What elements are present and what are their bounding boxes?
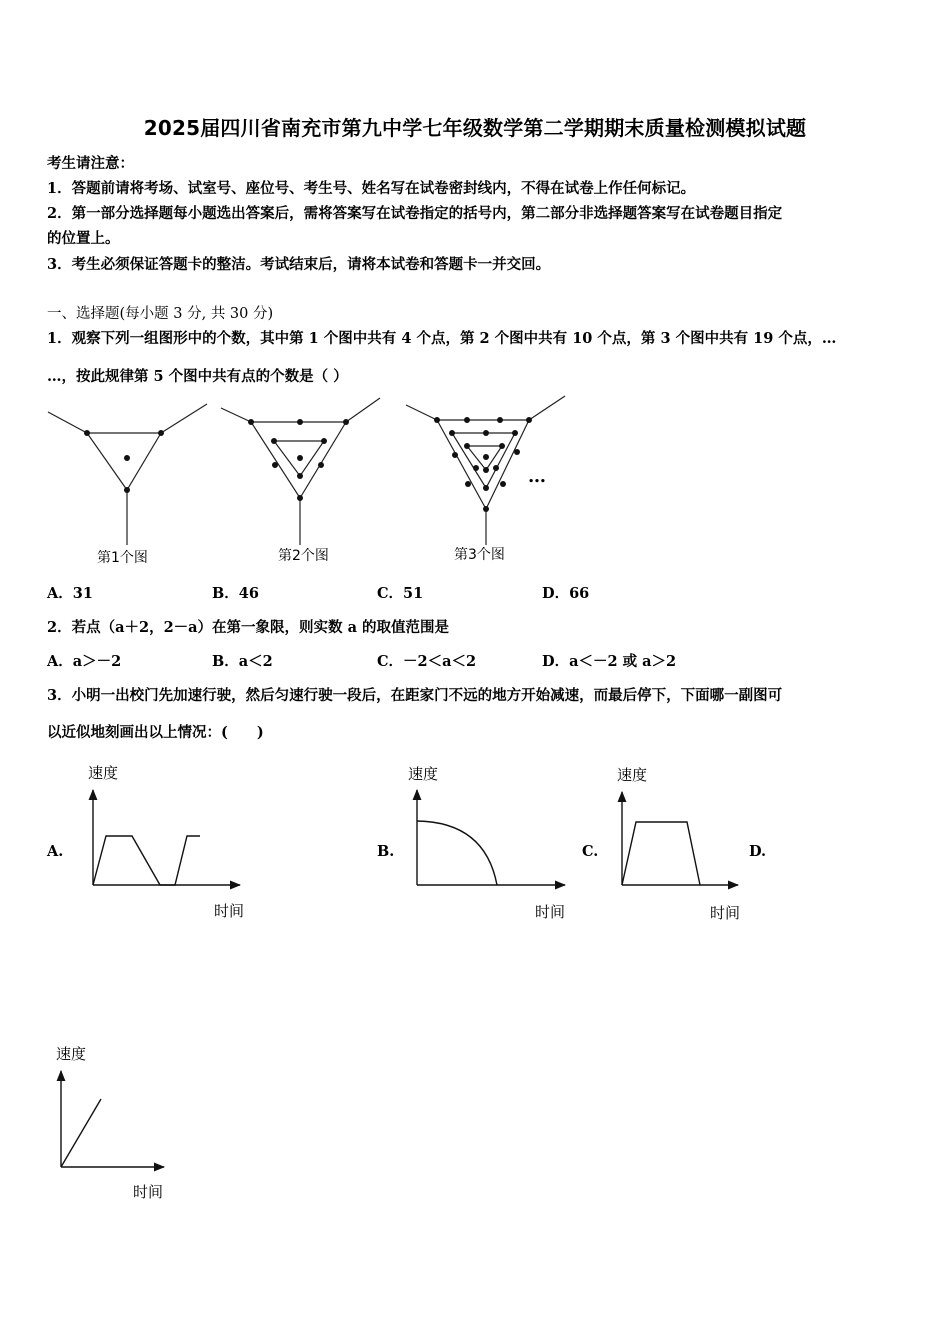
q3-option-b[interactable]: B.: [377, 843, 395, 860]
graph-d-curve: [61, 1099, 101, 1167]
q1-option-a[interactable]: A．31: [47, 585, 93, 602]
fig1-caption: 第1个图: [97, 550, 148, 566]
q1-option-d[interactable]: D．66: [542, 585, 590, 602]
q3-line2: 以近似地刻画出以上情况：( ): [47, 724, 264, 741]
graph-c-y-label: 速度: [617, 766, 648, 784]
fig-ellipsis: …: [528, 466, 546, 487]
page-title: 2025届四川省南充市第九中学七年级数学第二学期期末质量检测模拟试题: [143, 116, 807, 140]
graph-b-y-label: 速度: [408, 765, 439, 783]
notice-item-2-cont: 的位置上。: [47, 230, 120, 247]
graph-d-x-label: 时间: [133, 1183, 164, 1201]
graph-b-x-label: 时间: [535, 903, 566, 921]
graph-a-x-label: 时间: [214, 902, 245, 920]
q2-option-b[interactable]: B．a＜2: [212, 653, 273, 670]
section-heading: 一、选择题(每小题 3 分, 共 30 分): [47, 306, 274, 322]
q1-option-b[interactable]: B．46: [212, 585, 259, 602]
graph-a: [93, 790, 240, 885]
q3-option-a[interactable]: A.: [47, 843, 64, 860]
notice-item-3: 3．考生必须保证答题卡的整洁。考试结束后，请将本试卷和答题卡一并交回。: [47, 256, 551, 273]
q3-option-d[interactable]: D.: [749, 843, 767, 860]
q1-line1: 1．观察下列一组图形中的个数，其中第 1 个图中共有 4 个点，第 2 个图中共有 10 个点，第 3 个图中共有 19 个点，…: [47, 330, 837, 347]
graph-a-curve: [93, 836, 200, 885]
notice-item-2: 2．第一部分选择题每小题选出答案后，需将答案写在试卷指定的括号内，第二部分非选择题答案写在试卷题目指定: [47, 205, 783, 222]
q1-line2: …，按此规律第 5 个图中共有点的个数是（ ）: [47, 368, 348, 385]
graph-c: [622, 792, 738, 885]
q2-text: 2．若点（a＋2，2－a）在第一象限，则实数 a 的取值范围是: [47, 619, 450, 636]
q3-line1: 3．小明一出校门先加速行驶，然后匀速行驶一段后，在距家门不远的地方开始减速，而最后停下，下面哪一副图可: [47, 687, 783, 704]
notice-item-1: 1．答题前请将考场、试室号、座位号、考生号、姓名写在试卷密封线内，不得在试卷上作任何标记。: [47, 180, 696, 197]
graph-b-curve: [417, 821, 497, 885]
graph-a-y-label: 速度: [88, 764, 119, 782]
graph-d-y-label: 速度: [56, 1045, 87, 1063]
q2-option-c[interactable]: C．－2＜a＜2: [377, 653, 477, 670]
fig3-caption: 第3个图: [454, 547, 505, 563]
q3-option-c[interactable]: C.: [582, 843, 599, 860]
fig2-caption: 第2个图: [278, 548, 329, 564]
q2-option-a[interactable]: A．a＞－2: [47, 653, 122, 670]
graph-b: [417, 790, 565, 885]
q2-option-d[interactable]: D．a＜－2 或 a＞2: [542, 653, 677, 670]
q1-option-c[interactable]: C．51: [377, 585, 424, 602]
graph-c-curve: [622, 822, 700, 885]
notice-heading: 考生请注意：: [47, 155, 134, 172]
graph-c-x-label: 时间: [710, 904, 741, 922]
graph-d: [61, 1071, 164, 1167]
